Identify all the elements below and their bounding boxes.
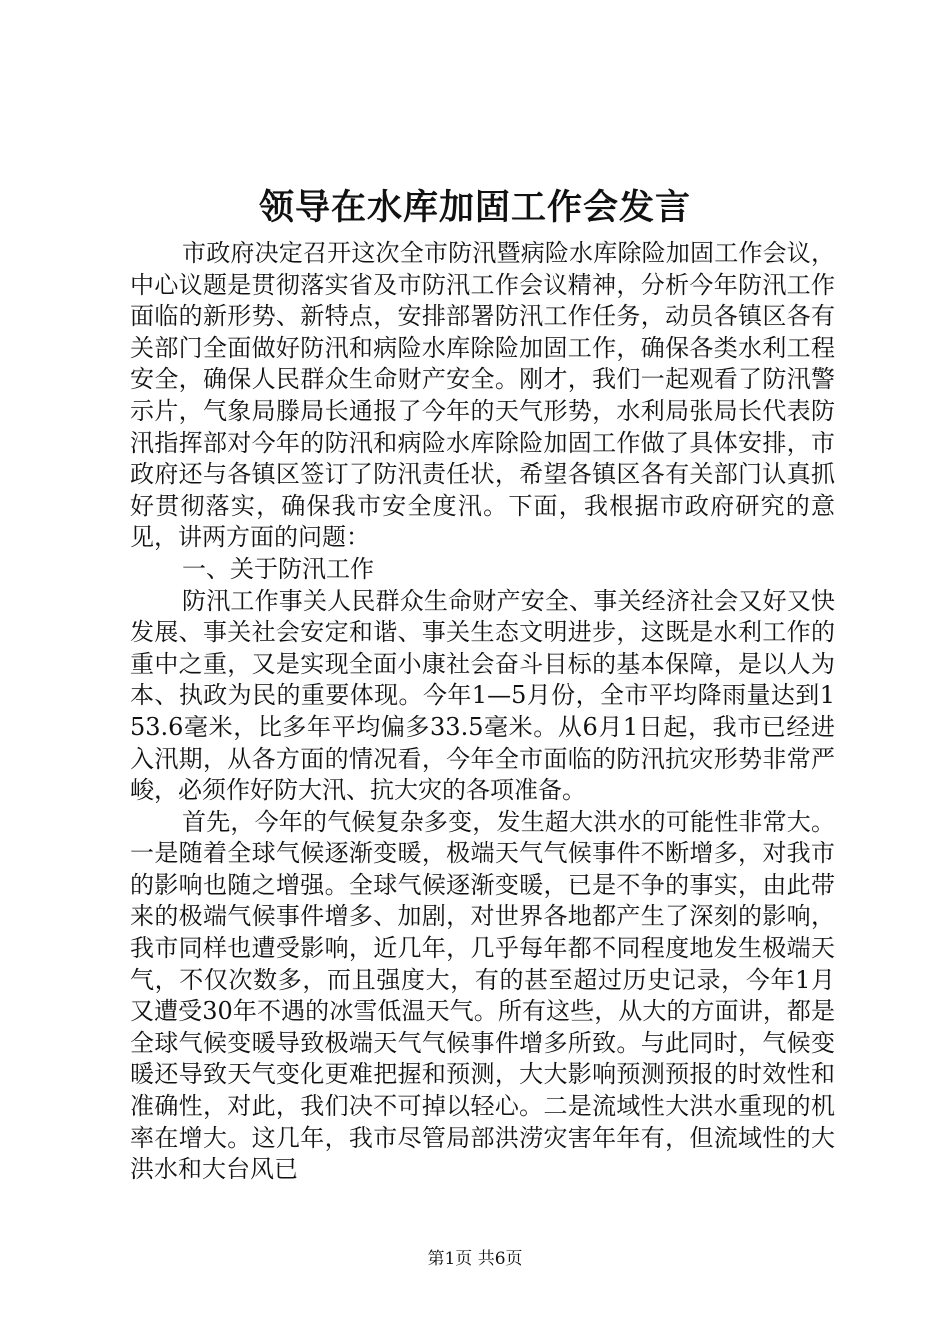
paragraph-climate: 首先，今年的气候复杂多变，发生超大洪水的可能性非常大。一是随着全球气候逐渐变暖，极端天气气候事件不断增多，对我市的影响也随之增强。全球气候逐渐变暖，已是不争的事实，由此带来的极端气候事件增多、加剧，对世界各地都产生了深刻的影响，我市同样也遭受影响，近几年，几乎每年都不同程度地发生极端天气，不仅次数多，而且强度大，有的甚至超过历史记录，今年1月又遭受30年不遇的冰雪低温天气。所有这些，从大的方面讲，都是全球气候变暖导致极端天气气候事件增多所致。与此同时，气候变暖还导致天气变化更难把握和预测，大大影响预测预报的时效性和准确性，对此，我们决不可掉以轻心。二是流域性大洪水重现的机率在增大。这几年，我市尽管局部洪涝灾害年年有，但流域性的大洪水和大台风已 bbox=[130, 807, 835, 1184]
document-body bbox=[130, 238, 835, 1186]
section-heading: 一、关于防汛工作 bbox=[182, 554, 374, 583]
paragraph-intro: 市政府决定召开这次全市防汛暨病险水库除险加固工作会议，中心议题是贯彻落实省及市防汛工作会议精神，分析今年防汛工作面临的新形势、新特点，安排部署防汛工作任务，动员各镇区各有关部门全面做好防汛和病险水库除险加固工作，确保各类水利工程安全，确保人民群众生命财产安全。刚才，我们一起观看了防汛警示片，气象局滕局长通报了今年的天气形势，水利局张局长代表防汛指挥部对今年的防汛和病险水库除险加固工作做了具体安排，市政府还与各镇区签订了防汛责任状，希望各镇区各有关部门认真抓好贯彻落实，确保我市安全度汛。下面，我根据市政府研究的意见，讲两方面的问题： bbox=[130, 239, 835, 552]
page-footer: 第1页 共6页 bbox=[427, 1249, 523, 1269]
paragraph-flood-work: 防汛工作事关人民群众生命财产安全、事关经济社会又好又快发展、事关社会安定和谐、事关生态文明进步，这既是水利工作的重中之重，又是实现全面小康社会奋斗目标的基本保障，是以人为本、执政为民的重要体现。今年1—5月份，全市平均降雨量达到153.6毫米，比多年平均偏多33.5毫米。从6月1日起，我市已经进入汛期，从各方面的情况看，今年全市面临的防汛抗灾形势非常严峻，必须作好防大汛、抗大灾的各项准备。 bbox=[130, 586, 835, 805]
document-title: 领导在水库加固工作会发言 bbox=[258, 187, 691, 228]
